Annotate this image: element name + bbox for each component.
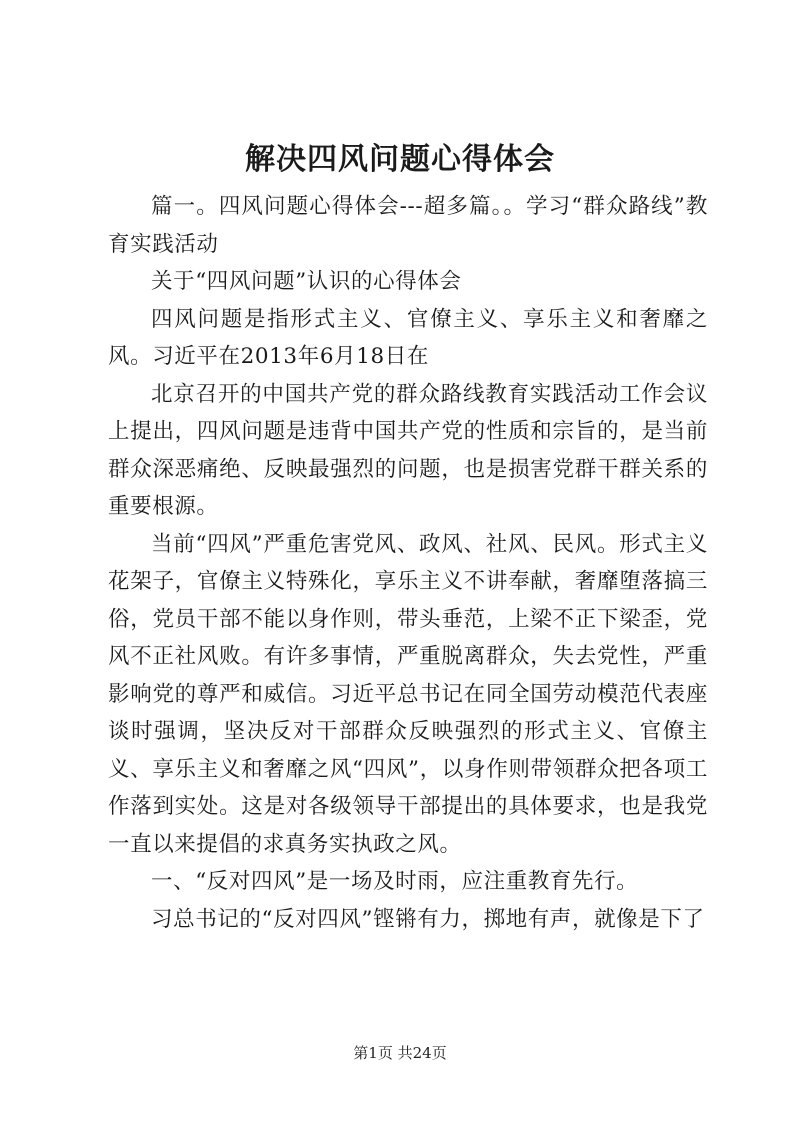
document-title: 解决四风问题心得体会 — [245, 142, 555, 177]
paragraph: 北京召开的中国共产党的群众路线教育实践活动工作会议上提出，四风问题是违背中国共产党的性质和宗旨的，是当前群众深恶痛绝、反映最强烈的问题，也是损害党群干群关系的重要根源。 — [108, 381, 708, 519]
paragraph: 当前“四风”严重危害党风、政风、社风、民风。形式主义花架子，官僚主义特殊化，享乐主义不讲奉献，奢靡堕落搞三俗，党员干部不能以身作则，带头垂范，上梁不正下梁歪，党风不正社风败。有许多事情，严重脱离群众，失去党性，严重影响党的尊严和威信。习近平总书记在同全国劳动模范代表座谈时强调，坚决反对干部群众反映强烈的形式主义、官僚主义、享乐主义和奢靡之风“四风”，以身作则带领群众把各项工作落到实处。这是对各级领导干部提出的具体要求，也是我党一直以来提倡的求真务实执政之风。 — [108, 531, 708, 857]
paragraph: 习总书记的“反对四风”铿锵有力，掷地有声，就像是下了 — [151, 906, 705, 932]
document-body — [108, 188, 708, 938]
paragraph: 一、“反对四风”是一场及时雨，应注重教育先行。 — [151, 869, 639, 894]
paragraph: 关于“四风问题”认识的心得体会 — [151, 269, 462, 294]
paragraph: 篇一。四风问题心得体会---超多篇。。学习“群众路线”教育实践活动 — [108, 194, 708, 257]
paragraph: 四风问题是指形式主义、官僚主义、享乐主义和奢靡之风。习近平在2013年6月18日在 — [108, 306, 708, 369]
page-number-footer: 第1页 共24页 — [353, 1044, 447, 1062]
